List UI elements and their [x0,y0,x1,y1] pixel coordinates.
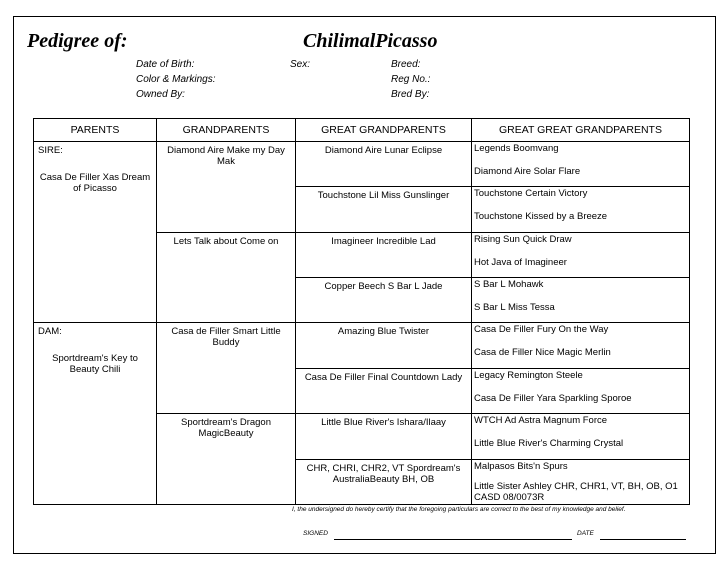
breed-label: Breed: [391,59,421,70]
gggp-entry: Casa de Filler Nice Magic Merlin [474,347,611,358]
pedigree-table [33,118,690,505]
dam-ggp-3: Little Blue River's Ishara/Ilaay [296,414,472,460]
gggp-entry: Malpasos Bits'n Spurs [474,461,568,472]
reg-no-label: Reg No.: [391,74,431,85]
gggp-entry: Diamond Aire Solar Flare [474,166,581,177]
sire-ggp-1: Diamond Aire Lunar Eclipse [296,142,472,187]
dam-name: Sportdream's Key to Beauty Chili [52,353,138,375]
color-markings-label: Color & Markings: [136,74,216,85]
gggp-entry: Legacy Remington Steele [474,370,583,381]
dam-ggp-4: CHR, CHRI, CHR2, VT Spordream's AustraliaBeauty BH, OB [296,460,472,505]
header-row [34,119,690,142]
sire-grandparent-2: Lets Talk about Come on [157,233,296,323]
table-row [34,142,690,187]
dam-grandparent-1: Casa de Filler Smart Little Buddy [157,323,296,414]
gggp-entry: WTCH Ad Astra Magnum Force [474,415,608,426]
gggp-entry: S Bar L Miss Tessa [474,302,555,313]
dam-grandparent-2: Sportdream's Dragon MagicBeauty [157,414,296,505]
dam-gggp-pair-3 [472,414,690,460]
gggp-entry: Casa De Filler Yara Sparkling Sporoe [474,393,632,404]
sire-ggp-4: Copper Beech S Bar L Jade [296,278,472,323]
gggp-entry: Touchstone Kissed by a Breeze [474,211,608,222]
sire-gggp-pair-3 [472,233,690,278]
sire-gggp-pair-1 [472,142,690,187]
pedigree-label: Pedigree of: [27,30,128,52]
gggp-entry: Touchstone Certain Victory [474,188,588,199]
bred-by-label: Bred By: [391,89,430,100]
animal-name: ChilimalPicasso [303,30,438,52]
sire-name: Casa De Filler Xas Dream of Picasso [39,172,151,194]
col-great-great-grandparents: GREAT GREAT GRANDPARENTS [472,119,690,142]
dam-gggp-pair-4 [472,460,690,505]
dam-label: DAM: [38,326,62,337]
sire-gggp-pair-2 [472,187,690,233]
sire-cell [34,142,157,323]
signed-label: SIGNED [303,530,328,537]
gggp-entry: S Bar L Mohawk [474,279,544,290]
sire-gggp-pair-4 [472,278,690,323]
col-parents: PARENTS [34,119,157,142]
sire-ggp-2: Touchstone Lil Miss Gunslinger [296,187,472,233]
signature-line[interactable] [334,539,572,540]
sire-label: SIRE: [38,145,63,156]
col-great-grandparents: GREAT GRANDPARENTS [296,119,472,142]
gggp-entry: Legends Boomvang [474,143,559,154]
gggp-entry: Little Blue River's Charming Crystal [474,438,624,449]
date-line[interactable] [600,539,686,540]
gggp-entry: Little Sister Ashley CHR, CHR1, VT, BH, OB, O1 CASD 08/0073R [474,481,678,503]
col-grandparents: GRANDPARENTS [157,119,296,142]
gggp-entry: Casa De Filler Fury On the Way [474,324,609,335]
dam-cell [34,323,157,505]
table-row [34,323,690,369]
owned-by-label: Owned By: [136,89,185,100]
dam-ggp-2: Casa De Filler Final Countdown Lady [296,369,472,414]
gggp-entry: Rising Sun Quick Draw [474,234,572,245]
dam-gggp-pair-2 [472,369,690,414]
sire-ggp-3: Imagineer Incredible Lad [296,233,472,278]
sex-label: Sex: [290,59,311,70]
certification-text: I, the undersigned do hereby certify that the foregoing particulars are correct to the best of my knowledge and belief. [292,506,626,513]
sire-grandparent-1: Diamond Aire Make my Day Mak [157,142,296,233]
date-of-birth-label: Date of Birth: [136,59,195,70]
date-label: DATE [577,530,594,537]
dam-ggp-1: Amazing Blue Twister [296,323,472,369]
dam-gggp-pair-1 [472,323,690,369]
gggp-entry: Hot Java of Imagineer [474,257,567,268]
